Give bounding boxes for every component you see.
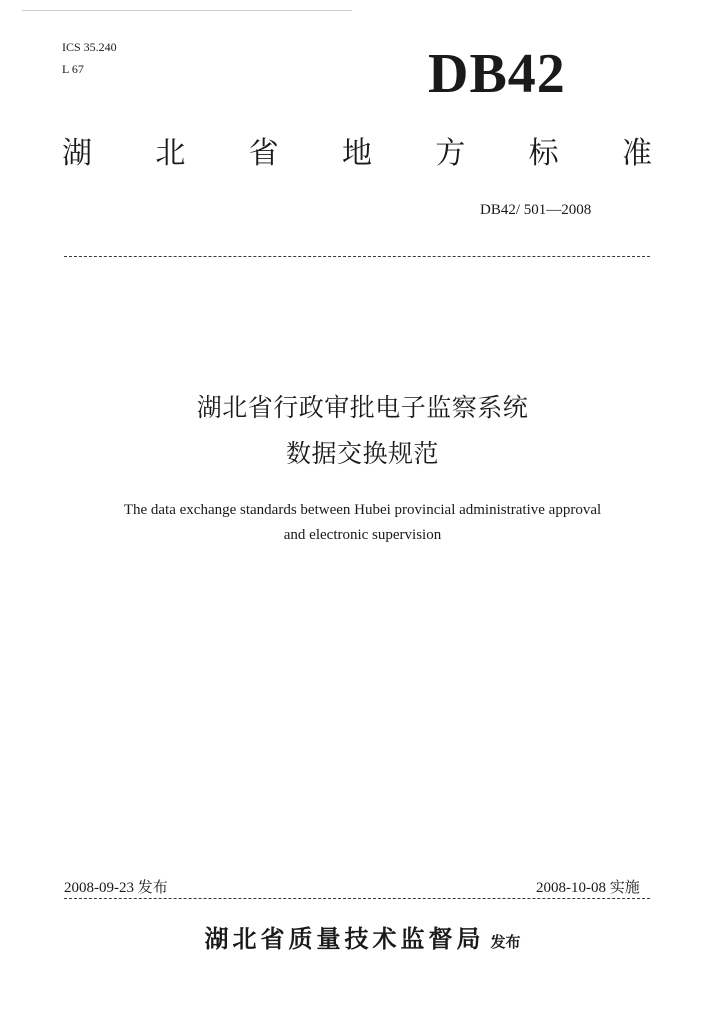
title-chinese-line-2: 数据交换规范	[285, 439, 439, 468]
standard-number: DB42/ 501—2008	[480, 202, 592, 218]
standard-type-char: 标	[528, 136, 559, 171]
ics-code: ICS 35.240	[62, 40, 117, 54]
issuer-name: 湖北省质量技术监督局	[204, 925, 485, 953]
standard-type-char: 省	[248, 136, 279, 171]
title-english-line-2: and electronic supervision	[283, 527, 442, 543]
bottom-divider	[64, 898, 650, 899]
top-divider	[64, 256, 650, 257]
implementation-date: 2008-10-08 实施	[536, 880, 640, 896]
standard-type-char: 准	[621, 136, 652, 171]
standard-type-char: 北	[155, 136, 186, 171]
title-chinese-line-1: 湖北省行政审批电子监察系统	[196, 393, 529, 422]
standard-type-heading	[62, 134, 652, 174]
standard-type-char: 方	[435, 136, 466, 171]
issuer-suffix: 发布	[490, 933, 521, 951]
title-english-line-1: The data exchange standards between Hubei provincial administrative approval	[123, 502, 602, 518]
scan-edge-line	[22, 10, 352, 11]
classification-code: L 67	[62, 62, 84, 76]
issue-date: 2008-09-23 发布	[64, 880, 168, 896]
issuer-line	[0, 922, 725, 959]
standard-type-char: 湖	[62, 136, 92, 171]
standard-mark: DB42	[428, 43, 566, 105]
standard-type-char: 地	[341, 136, 372, 171]
